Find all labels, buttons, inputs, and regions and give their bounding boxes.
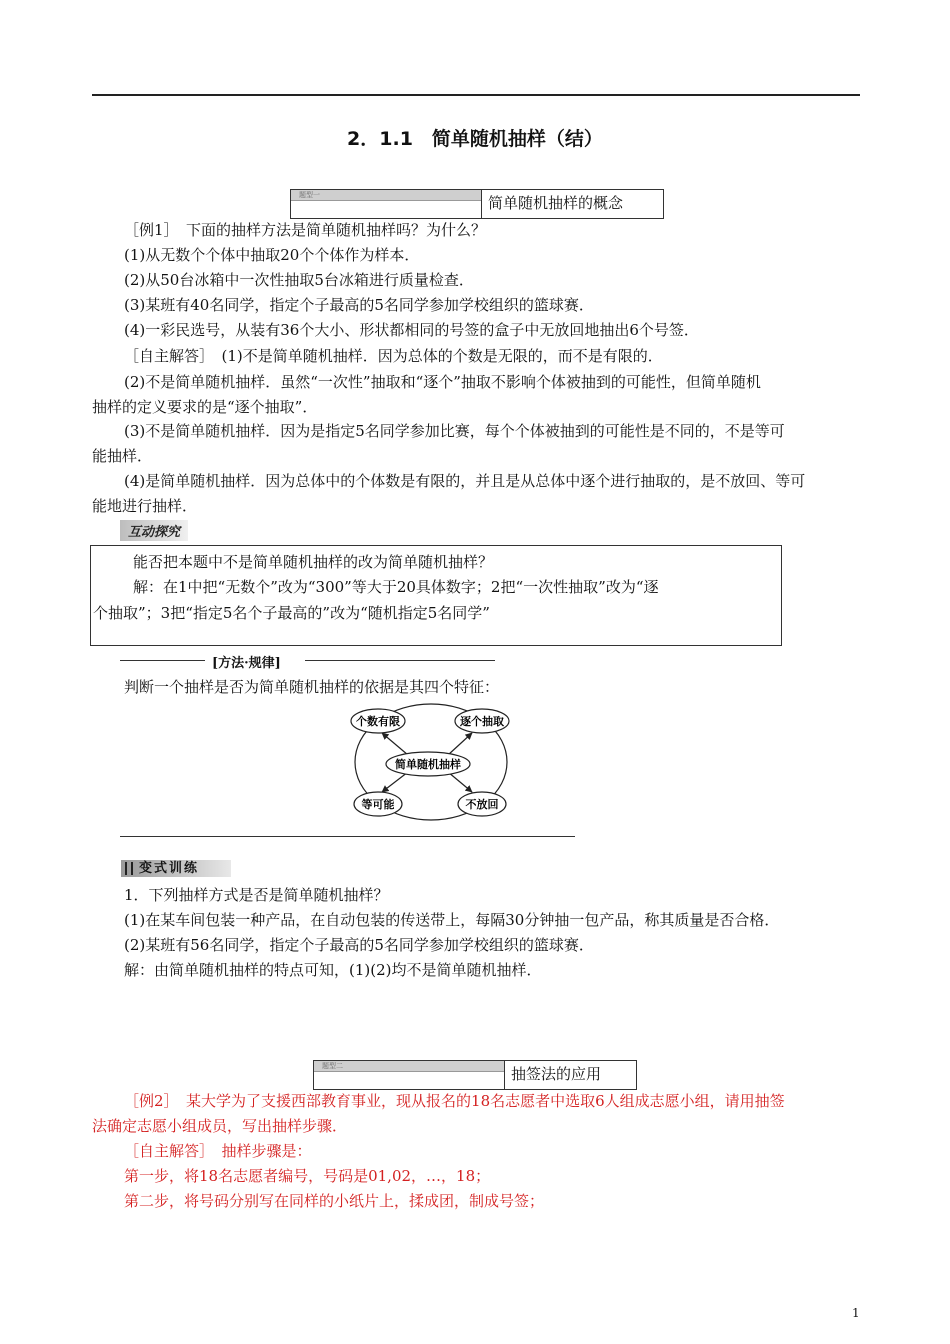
section-title-2: 抽签法的应用 [511,1065,602,1083]
answer-line-7: 能地进行抽样． [92,497,198,515]
answer-line-1: ［自主解答］ (1)不是简单随机抽样．因为总体的个数是无限的，而不是有限的． [124,347,663,365]
example2-line-1: ［例2］ 某大学为了支援西部教育事业，现从报名的18名志愿者中选取6人组成志愿小组，请用抽签 [124,1092,785,1110]
example1-item-2: (2)从50台冰箱中一次性抽取5台冰箱进行质量检查． [124,271,474,289]
method-end-rule [120,836,575,837]
section-divider-2 [504,1061,505,1089]
training-label: 变式训练 [139,861,200,876]
method-label-text: [方法·规律] [212,656,281,671]
explore-question: 能否把本题中不是简单随机抽样的改为简单随机抽样？ [133,553,494,571]
answer-line-2: (2)不是简单随机抽样．虽然“一次性”抽取和“逐个”抽取不影响个体被抽到的可能性，但简单随机 [124,373,761,391]
node-top-right-label: 逐个抽取 [460,715,504,728]
method-label [212,652,281,671]
explore-answer-2: 个抽取”；3把“指定5名个子最高的”改为“随机指定5名同学” [93,604,490,622]
answer-line-6: (4)是简单随机抽样．因为总体中的个体数是有限的，并且是从总体中逐个进行抽取的，是不放回、等可 [124,472,806,490]
section-tag-2: 题型二 [314,1061,504,1072]
example1-item-1: (1)从无数个个体中抽取20个个体作为样本． [124,246,420,264]
section-tag-1: 题型一 [291,190,481,201]
answer-line-5: 能抽样． [92,447,153,465]
training-label-bar [121,860,231,877]
node-top-left-label: 个数有限 [356,715,400,728]
section-title-1: 简单随机抽样的概念 [488,194,624,212]
training-line-1: 1．下列抽样方式是否是简单随机抽样？ [124,886,389,904]
page-number: 1 [852,1306,860,1320]
example2-line-3: ［自主解答］ 抽样步骤是： [124,1142,312,1160]
training-line-4: 解：由简单随机抽样的特点可知，(1)(2)均不是简单随机抽样． [124,961,542,979]
node-bottom-right-label: 不放回 [465,798,499,811]
example1-item-4: (4)一彩民选号，从装有36个大小、形状都相同的号签的盒子中无放回地抽出6个号签． [124,321,699,339]
explore-label: 互动探究 [120,520,188,541]
training-line-3: (2)某班有56名同学，指定个子最高的5名同学参加学校组织的篮球赛． [124,936,594,954]
training-line-2: (1)在某车间包装一种产品，在自动包装的传送带上，每隔30分钟抽一包产品，称其质量是否合格． [124,911,780,929]
answer-line-4: (3)不是简单随机抽样．因为是指定5名同学参加比赛，每个个体被抽到的可能性是不同的，不是等可 [124,422,785,440]
header-rule [92,94,860,96]
example1-item-3: (3)某班有40名同学，指定个子最高的5名同学参加学校组织的篮球赛． [124,296,594,314]
features-diagram [340,700,520,825]
explore-answer-1: 解：在1中把“无数个”改为“300”等大于20具体数字；2把“一次性抽取”改为“逐 [133,578,659,596]
section-header-1 [290,189,664,219]
example2-line-5: 第二步，将号码分别写在同样的小纸片上，揉成团，制成号签； [124,1192,545,1210]
example2-line-4: 第一步，将18名志愿者编号，号码是01,02，…，18； [124,1167,491,1185]
page-title: 2．1.1 简单随机抽样（结） [347,128,603,150]
node-bottom-left-label: 等可能 [361,798,395,811]
node-center-label: 简单随机抽样 [395,758,461,771]
example1-question: ［例1］ 下面的抽样方法是简单随机抽样吗？为什么？ [124,221,487,239]
method-rule-right [305,660,495,661]
training-bars-icon [125,862,133,875]
method-rule-left [120,660,205,661]
section-divider [481,190,482,218]
example2-line-2: 法确定志愿小组成员，写出抽样步骤． [92,1117,348,1135]
arrow-to-top-right [448,733,472,755]
method-text: 判断一个抽样是否为简单随机抽样的依据是其四个特征： [124,678,500,696]
arrow-to-top-left [382,733,408,755]
section-header-2 [313,1060,637,1090]
explore-box [90,545,782,646]
arrow-to-bottom-right [448,772,472,792]
answer-line-3: 抽样的定义要求的是“逐个抽取”． [92,398,318,416]
arrow-to-bottom-left [382,772,408,792]
